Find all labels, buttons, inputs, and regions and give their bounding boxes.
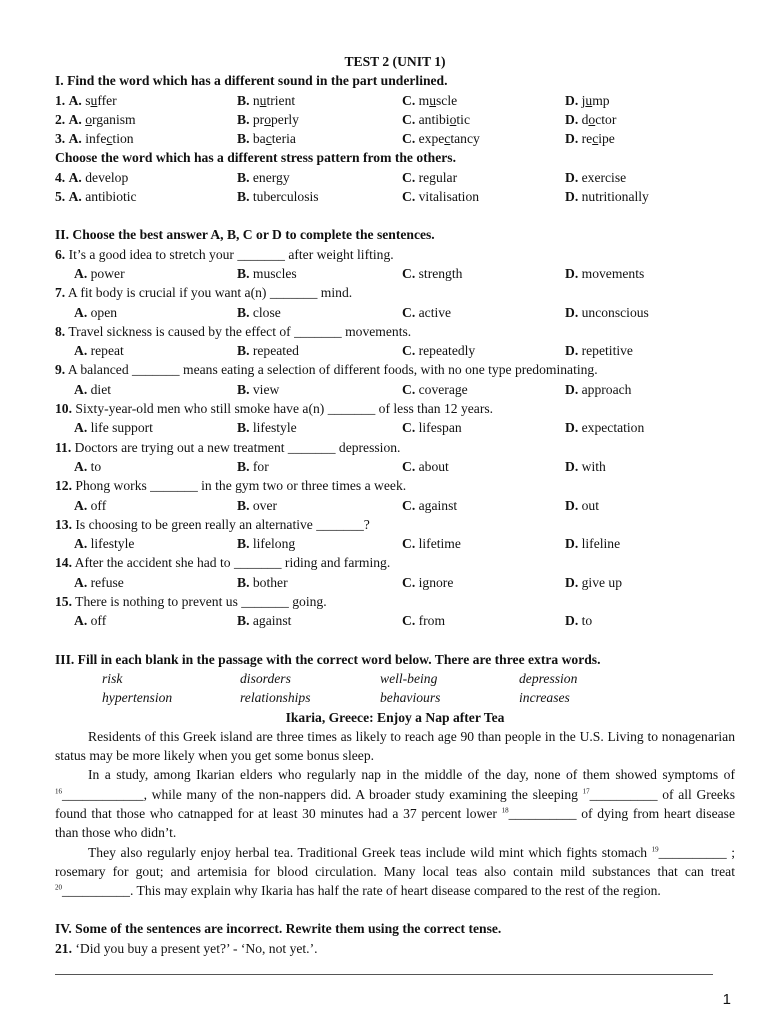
option-text: muscles [252,265,297,281]
option-letter: C. [402,189,416,205]
option-letter: A. [74,613,88,629]
option-text: re [581,131,593,147]
option[interactable] [74,264,125,283]
option-letter: D. [565,304,579,320]
option-text: out [581,497,599,513]
section-2-heading: II. Choose the best answer A, B, C or D to complete the sentences. [55,227,435,243]
option-letter: D. [565,111,579,127]
option-text: tancy [450,131,480,147]
option[interactable] [237,91,295,110]
underlined-part: c [106,131,113,147]
passage-paragraph-3 [55,843,735,901]
option-text: to [90,458,102,474]
option[interactable] [237,187,319,206]
option-text: lifetime [418,536,461,552]
option-letter: D. [565,536,579,552]
question-number: 1. [55,92,66,108]
option-letter: A. [74,265,88,281]
option-text: ba [252,131,266,147]
option-text: repeatedly [418,343,476,359]
question-10 [55,399,735,418]
option-letter: C. [402,111,416,127]
option-letter: C. [402,92,416,108]
option-text: regular [418,169,458,185]
option-letter: C. [402,420,416,436]
option-letter: C. [402,131,416,147]
option-letter: A. [68,189,82,205]
option-text: tic [456,111,470,127]
option[interactable] [74,457,101,476]
option-letter: B. [237,169,250,185]
blank-number: 19 [651,845,659,854]
option-letter: D. [565,497,579,513]
option-letter: A. [74,381,88,397]
option-text: from [418,613,446,629]
option[interactable] [402,303,451,322]
option[interactable] [237,341,299,360]
word-bank-row-1 [55,669,735,688]
question-text: A balanced _______ means eating a selection of different foods, with no one type predominating. [67,362,598,378]
question-9 [55,360,735,379]
passage-text: ; rosemary for gout; and artemisia for blood circulation. Many local teas also contain mild substances that can treat [55,844,735,879]
options-row [55,303,735,322]
question-number: 9. [55,362,66,378]
word-bank-item: relationships [240,690,311,706]
option-text: j [581,92,586,108]
option[interactable] [237,110,299,129]
question-number: 5. [55,189,66,205]
option[interactable] [402,129,480,148]
option[interactable] [74,573,124,592]
option-letter: D. [565,420,579,436]
option[interactable] [565,303,649,322]
question-row [55,110,735,129]
option-text: to [581,613,593,629]
blank-17[interactable]: __________ [589,786,658,802]
blank-18[interactable]: __________ [508,805,577,821]
option[interactable] [74,496,106,515]
question-text: After the accident she had to _______ riding and farming. [74,555,391,571]
option[interactable] [402,611,445,630]
option-text: infe [85,131,107,147]
option-text: repeated [252,343,299,359]
options-row [55,341,735,360]
option[interactable] [237,303,281,322]
question-11 [55,438,735,457]
question-21 [55,939,735,958]
option[interactable] [402,110,470,129]
options-row [55,496,735,515]
option-letter: D. [565,458,579,474]
option-letter: B. [237,265,250,281]
question-number: 15. [55,594,72,610]
question-12 [55,476,735,495]
option-letter: B. [237,574,250,590]
option-text: vitalisation [418,189,480,205]
passage-text: . This may explain why Ikaria has half the rate of heart disease compared to the rest of the region. [129,883,661,899]
option[interactable] [74,611,106,630]
word-bank-item: disorders [240,670,291,686]
option-letter: D. [565,169,579,185]
option-text: develop [85,169,129,185]
option-text: expectation [581,420,645,436]
option[interactable] [237,534,295,553]
option-text: antibiotic [85,189,137,205]
question-6 [55,245,735,264]
option-text: life support [90,420,153,436]
underlined-part: u [90,92,98,108]
question-number: 11. [55,439,72,455]
question-text: It’s a good idea to stretch your _______ after weight lifting. [68,246,394,262]
passage-paragraph-1: Residents of this Greek island are three times as likely to reach age 90 than people in the U.S. Living to nonagenarian status may be more likely when you get some bonus sleep. [55,728,735,764]
page-number: 1 [722,991,731,1008]
blank-20[interactable]: __________ [62,883,130,899]
option[interactable] [237,264,297,283]
underlined-part: o [85,111,93,127]
option-text: repetitive [581,343,633,359]
option-letter: D. [565,92,579,108]
question-number: 7. [55,285,66,301]
option-text: lifestyle [90,536,135,552]
option-text: active [418,304,452,320]
option-letter: A. [74,536,88,552]
option-text: over [252,497,278,513]
option-text: close [252,304,281,320]
option[interactable] [565,110,616,129]
option-letter: B. [237,189,250,205]
passage-title: Ikaria, Greece: Enjoy a Nap after Tea [285,709,505,725]
question-text: ‘Did you buy a present yet?’ - ‘No, not yet.’. [75,940,318,956]
section-1-subheading: Choose the word which has a different stress pattern from the others. [55,150,456,166]
option-letter: A. [68,92,82,108]
option-text: d [581,111,589,127]
option[interactable] [55,129,134,148]
option-text: for [252,458,269,474]
option-text: refuse [90,574,124,590]
option[interactable] [402,496,457,515]
option-text: power [90,265,125,281]
question-7 [55,283,735,302]
question-number: 4. [55,169,66,185]
option[interactable] [402,457,449,476]
document-page [55,52,735,958]
option[interactable] [565,611,592,630]
question-number: 6. [55,246,66,262]
section-4-heading: IV. Some of the sentences are incorrect. Rewrite them using the correct tense. [55,921,502,937]
question-text: Is choosing to be green really an alternative _______? [75,516,370,532]
option-text: repeat [90,343,124,359]
question-text: There is nothing to prevent us _______ going. [75,594,327,610]
blank-number: 20 [55,883,62,892]
blank-16[interactable]: ____________ [62,786,144,802]
option-text: exercise [581,169,627,185]
question-row [55,187,735,206]
option[interactable] [237,611,291,630]
question-row [55,129,735,148]
option-letter: C. [402,169,416,185]
underlined-part: u [259,92,267,108]
question-number: 13. [55,516,72,532]
underlined-part: c [444,131,451,147]
option-text: scle [436,92,458,108]
section-2-questions [55,245,735,631]
option-letter: B. [237,131,250,147]
option-text: lifestyle [252,420,297,436]
option-letter: D. [565,613,579,629]
option[interactable] [237,168,290,187]
option[interactable] [565,168,626,187]
options-row [55,264,735,283]
option-text: lifelong [252,536,296,552]
option-letter: A. [68,131,82,147]
option-text: tion [112,131,134,147]
option-letter: B. [237,381,250,397]
option-text: energy [252,169,290,185]
option-letter: A. [74,458,88,474]
option-text: tuberculosis [252,189,319,205]
option-letter: D. [565,131,579,147]
option-letter: A. [74,497,88,513]
option-letter: C. [402,381,416,397]
option-text: pr [252,111,265,127]
option-text: ffer [97,92,117,108]
option-letter: C. [402,265,416,281]
option-text: lifeline [581,536,621,552]
question-number: 3. [55,131,66,147]
option-letter: B. [237,613,250,629]
option-text: ipe [598,131,615,147]
question-row [55,91,735,110]
option[interactable] [74,303,117,322]
section-1-questions [55,91,735,149]
option-letter: C. [402,497,416,513]
option[interactable] [55,91,117,110]
word-bank-item: hypertension [102,690,173,706]
option-letter: B. [237,497,250,513]
option[interactable] [237,573,288,592]
option-text: view [252,381,280,397]
option-text: with [581,458,606,474]
option-letter: A. [74,304,88,320]
word-bank-item: increases [519,690,570,706]
option-letter: D. [565,381,579,397]
passage-text: In a study, among Ikarian elders who regularly nap in the middle of the day, none of them showed symptoms of [88,767,735,783]
option[interactable] [565,534,620,553]
option-letter: A. [74,420,88,436]
option-text: lifespan [418,420,462,436]
question-13 [55,515,735,534]
option-text: antibi [418,111,450,127]
option[interactable] [55,187,137,206]
blank-number: 17 [582,787,590,796]
option[interactable] [402,573,453,592]
option-letter: B. [237,304,250,320]
option-letter: D. [565,265,579,281]
underlined-part: c [592,131,599,147]
options-row [55,573,735,592]
option[interactable] [74,418,153,437]
option[interactable] [74,341,124,360]
blank-number: 18 [501,806,509,815]
option[interactable] [402,91,457,110]
question-number: 8. [55,323,66,339]
option[interactable] [55,110,136,129]
question-14 [55,553,735,572]
option[interactable] [402,534,461,553]
option-text: trient [266,92,296,108]
option-letter: A. [74,574,88,590]
question-number: 14. [55,555,72,571]
option-text: ignore [418,574,454,590]
option[interactable] [565,129,615,148]
option-letter: B. [237,111,250,127]
test-title: TEST 2 (UNIT 1) [344,54,446,69]
option[interactable] [565,496,599,515]
option[interactable] [237,129,296,148]
option-letter: B. [237,458,250,474]
option[interactable] [565,573,622,592]
option-text: bother [252,574,288,590]
section-1-stress-questions [55,168,735,207]
option[interactable] [402,187,479,206]
blank-number: 16 [55,787,62,796]
option[interactable] [55,168,128,187]
question-8 [55,322,735,341]
word-bank-item: depression [519,670,578,686]
word-bank-row-2 [55,688,735,707]
option[interactable] [402,380,468,399]
passage-text: of dying from heart disease than those who didn’t. [55,805,735,841]
option[interactable] [402,418,462,437]
option[interactable] [402,168,457,187]
option[interactable] [74,534,134,553]
option[interactable] [565,341,633,360]
option-text: expe [418,131,445,147]
option-text: movements [581,265,645,281]
option-letter: D. [565,343,579,359]
section-3-heading: III. Fill in each blank in the passage with the correct word below. There are three extra words. [55,651,601,667]
option-text: approach [581,381,632,397]
option[interactable] [565,457,606,476]
options-row [55,457,735,476]
option-letter: A. [74,343,88,359]
options-row [55,380,735,399]
option-letter: C. [402,343,416,359]
question-text: Sixty-year-old men who still smoke have a(n) _______ of less than 12 years. [75,401,494,417]
underlined-part: o [449,111,457,127]
option[interactable] [565,187,649,206]
option-text: about [418,458,449,474]
option-text: m [418,92,430,108]
option[interactable] [565,91,610,110]
question-text: Phong works _______ in the gym two or three times a week. [75,478,407,494]
option-letter: C. [402,536,416,552]
option[interactable] [402,341,475,360]
option-letter: C. [402,613,416,629]
option-letter: A. [68,111,82,127]
option-letter: B. [237,420,250,436]
question-row [55,168,735,187]
option-text: coverage [418,381,468,397]
option[interactable] [402,264,462,283]
option-letter: B. [237,92,250,108]
underlined-part: u [585,92,593,108]
option-text: mp [592,92,610,108]
option[interactable] [74,380,111,399]
option[interactable] [565,380,631,399]
question-number: 2. [55,111,66,127]
option[interactable] [565,264,644,283]
option-letter: B. [237,343,250,359]
passage-text: of all Greeks found that those who catnapped for at least 30 minutes had a 37 percent lower [55,786,735,821]
options-row [55,418,735,437]
option[interactable] [237,457,269,476]
word-bank-item: well-being [380,670,438,686]
option[interactable] [237,380,279,399]
option-letter: C. [402,574,416,590]
option-text: s [85,92,91,108]
question-text: Travel sickness is caused by the effect of _______ movements. [68,323,412,339]
option-text: ctor [595,111,617,127]
option-text: strength [418,265,463,281]
option-text: against [252,613,292,629]
option-text: unconscious [581,304,649,320]
question-text: Doctors are trying out a new treatment _______ depression. [74,439,401,455]
option-letter: D. [565,189,579,205]
section-1-heading: I. Find the word which has a different sound in the part underlined. [55,73,448,89]
option-letter: C. [402,304,416,320]
question-number: 21. [55,940,72,956]
blank-19[interactable]: __________ [658,844,727,860]
underlined-part: u [429,92,436,108]
option-text: rganism [92,111,136,127]
option-text: teria [271,131,296,147]
option-letter: C. [402,458,416,474]
question-number: 12. [55,478,72,494]
passage-text: They also regularly enjoy herbal tea. Traditional Greek teas include wild mint which fights stomach [88,844,652,860]
option[interactable] [237,496,277,515]
options-row [55,534,735,553]
word-bank-item: behaviours [380,690,441,706]
option-text: perly [271,111,299,127]
option-letter: D. [565,574,579,590]
option-text: against [418,497,458,513]
option-letter: B. [237,536,250,552]
option[interactable] [565,418,644,437]
underlined-part: o [588,111,596,127]
options-row [55,611,735,630]
option-text: off [90,613,107,629]
option-text: open [90,304,118,320]
passage-text: , while many of the non-nappers did. A broader study examining the sleeping [143,786,583,802]
underlined-part: o [264,111,271,127]
question-number: 10. [55,401,72,417]
option-text: give up [581,574,623,590]
word-bank-item: risk [102,670,123,686]
question-text: A fit body is crucial if you want a(n) _______ mind. [67,285,353,301]
option-text: off [90,497,107,513]
question-15 [55,592,735,611]
answer-line[interactable] [55,974,713,975]
option-text: nutritionally [581,189,649,205]
option[interactable] [237,418,297,437]
passage-paragraph-2 [55,765,735,842]
option-letter: A. [68,169,82,185]
option-text: diet [90,381,112,397]
underlined-part: c [265,131,272,147]
option-text: n [252,92,260,108]
